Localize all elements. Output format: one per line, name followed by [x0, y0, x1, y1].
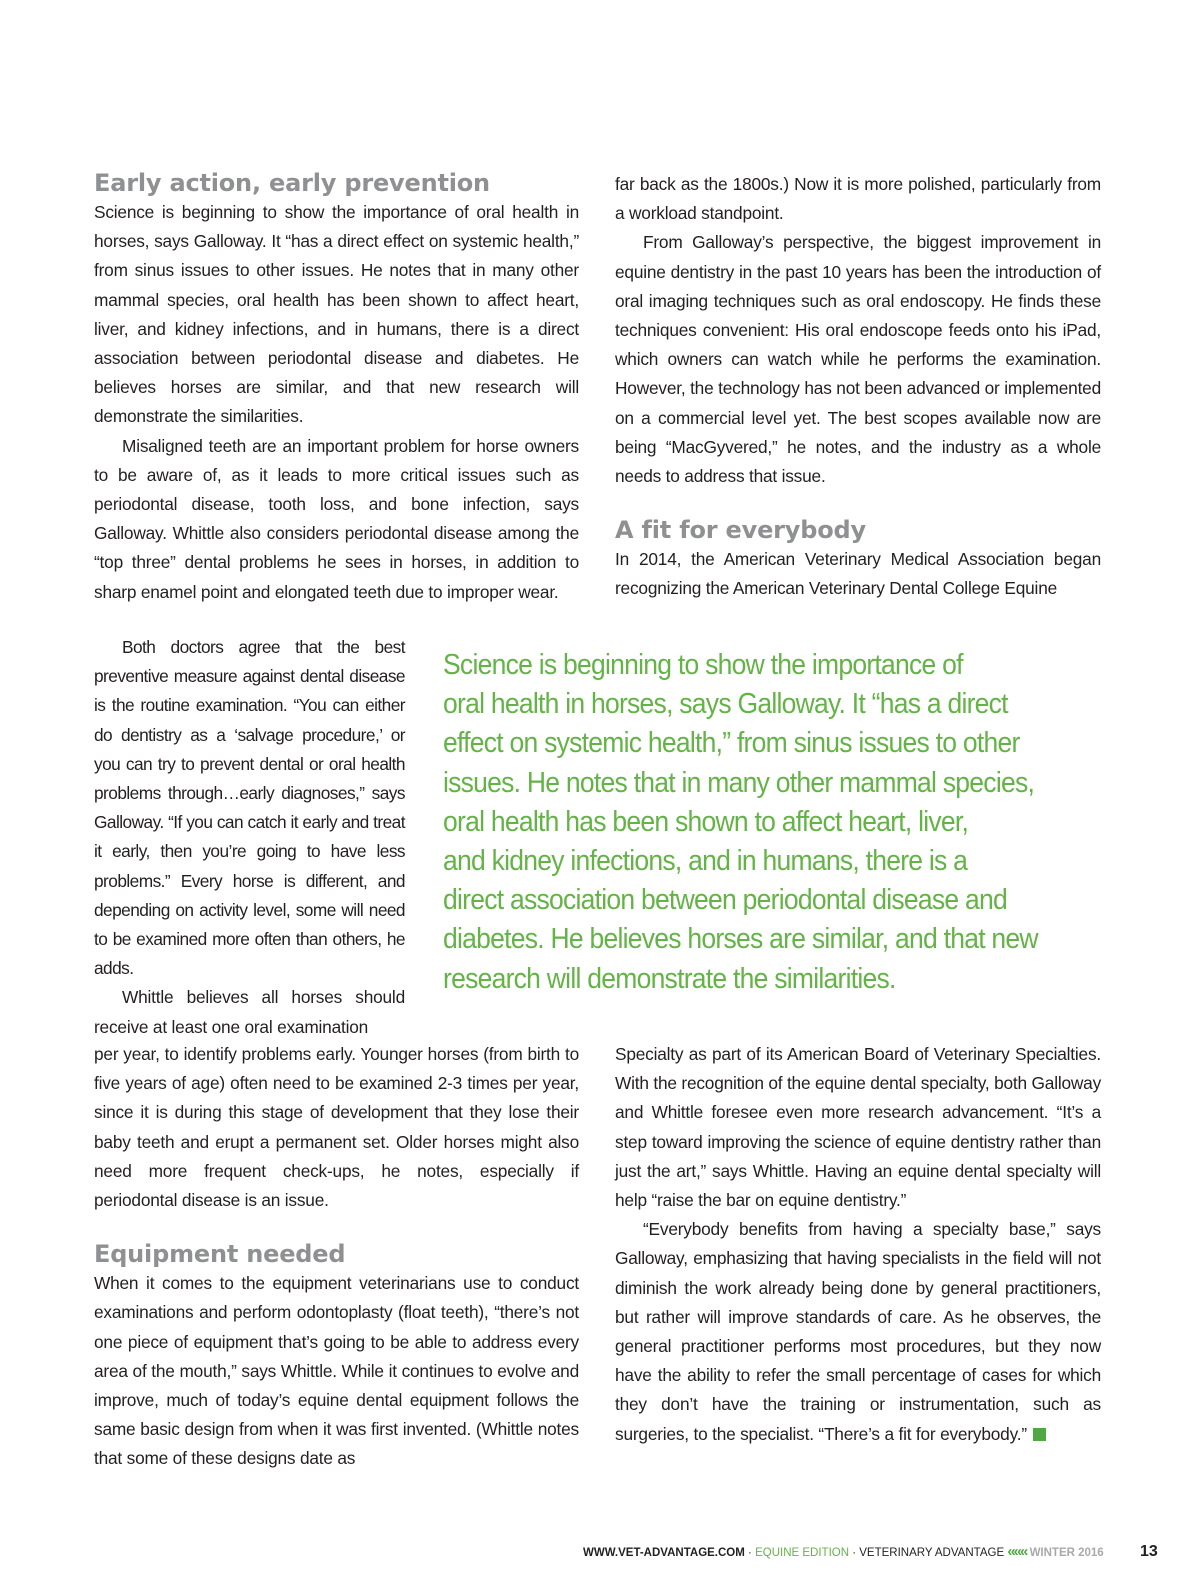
paragraph: per year, to identify problems early. Younger horses (from birth to five years of age) often need to be examined 2-3 times per year, since it is during this stage of development that they lose their baby teeth and erupt a permanent set. Older horses might also need more frequent check-ups, he notes, especially if periodontal disease is an issue. [94, 1044, 579, 1211]
pull-quote-line: oral health has been shown to affect heart, liver, [443, 805, 969, 838]
heading-fit-for-everybody: A fit for everybody [615, 516, 866, 545]
pull-quote-line: diabetes. He believes horses are similar, and that new [443, 923, 1038, 956]
pull-quote-line: issues. He notes that in many other mammal species, [443, 766, 1035, 799]
footer-edition: EQUINE EDITION [755, 1547, 850, 1559]
left-column-bottom [94, 1040, 579, 1474]
left-column-narrow [94, 633, 405, 1042]
pull-quote-line: direct association between periodontal disease and [443, 884, 1007, 917]
pull-quote-line: oral health in horses, says Galloway. It “has a direct [443, 688, 1008, 721]
footer-website[interactable]: WWW.VET-ADVANTAGE.COM [583, 1547, 745, 1559]
end-of-article-icon [1033, 1428, 1046, 1441]
left-column-top [94, 168, 579, 607]
paragraph [615, 1215, 1101, 1449]
footer-magazine: · VETERINARY ADVANTAGE [852, 1547, 1005, 1559]
closing-paragraph-text: “Everybody benefits from having a specialty base,” says Galloway, emphasizing that having specialists in the field will not diminish the work already being done by general practitioners, but rather will improve standards of care. As he observes, the general practitioner performs most procedures, but they now have the ability to refer the small percentage of cases for which they don’t have the training or instrumentation, such as surgeries, to the specialist. “There’s a fit for everybody.” [615, 1219, 1101, 1444]
pull-quote [443, 646, 1075, 999]
footer-separator: · [748, 1547, 752, 1559]
heading-early-action: Early action, early prevention [94, 169, 490, 197]
paragraph: Both doctors agree that the best preventive measure against dental disease is the routine examination. “You can either do dentistry as a ‘salvage procedure,’ or you can try to prevent dental or oral health problems through…early diagnoses,” says Galloway. “If you can catch it early and treat it early, then you’re going to have less problems.” Every horse is different, and depending on activity level, some will need to be examined more often than others, he adds. [94, 637, 405, 979]
heading-equipment-needed: Equipment needed [94, 1240, 346, 1269]
right-column-top [615, 170, 1101, 604]
paragraph: far back as the 1800s.) Now it is more polished, particularly from a workload standpoint. [615, 174, 1101, 224]
right-column-bottom [615, 1040, 1101, 1449]
paragraph: Science is beginning to show the importance of oral health in horses, says Galloway. It “has a direct effect on systemic health,” from sinus issues to other issues. He notes that in many other mammal species, oral health has been shown to affect heart, liver, and kidney infections, and in humans, there is a direct association between periodontal disease and diabetes. He believes horses are similar, and that new research will demonstrate the similarities. [94, 202, 579, 427]
footer [583, 1542, 1103, 1563]
chevrons-icon: ««« [1007, 1543, 1027, 1560]
paragraph: In 2014, the American Veterinary Medical Association began recognizing the American Veterinary Dental College Equine [615, 549, 1101, 599]
pull-quote-line: effect on systemic health,” from sinus issues to other [443, 727, 1020, 760]
paragraph: Misaligned teeth are an important problem for horse owners to be aware of, as it leads to more critical issues such as periodontal disease, tooth loss, and bone infection, says Galloway. Whittle also considers periodontal disease among the “top three” dental problems he sees in horses, in addition to sharp enamel point and elongated teeth due to improper wear. [94, 435, 579, 602]
page-number: 13 [1140, 1543, 1158, 1560]
paragraph: Specialty as part of its American Board of Veterinary Specialties. With the recognition of the equine dental specialty, both Galloway and Whittle foresee even more research advancement. “It’s a step toward improving the science of equine dentistry rather than just the art,” says Whittle. Having an equine dental specialty will help “raise the bar on equine dentistry.” [615, 1044, 1102, 1211]
paragraph: From Galloway’s perspective, the biggest improvement in equine dentistry in the past 10 years has been the introduction of oral imaging techniques such as oral endoscopy. He finds these techniques convenient: His oral endoscope feeds onto his iPad, which owners can watch while he performs the examination. However, the technology has not been advanced or implemented on a commercial level yet. The best scopes available now are being “MacGyvered,” he notes, and the industry as a whole needs to address that issue. [615, 232, 1101, 487]
pull-quote-line: and kidney infections, and in humans, there is a [443, 845, 968, 878]
pull-quote-line: Science is beginning to show the importance of [443, 649, 963, 681]
paragraph: Whittle believes all horses should receive at least one oral examination [94, 987, 405, 1037]
footer-season: WINTER 2016 [1029, 1547, 1104, 1559]
pull-quote-line: research will demonstrate the similarities. [443, 962, 896, 995]
paragraph: When it comes to the equipment veterinarians use to conduct examinations and perform odontoplasty (float teeth), “there’s not one piece of equipment that’s going to be able to address every area of the mouth,” says Whittle. While it continues to evolve and improve, much of today’s equine dental equipment follows the same basic design from when it was first invented. (Whittle notes that some of these designs date as [94, 1273, 579, 1469]
